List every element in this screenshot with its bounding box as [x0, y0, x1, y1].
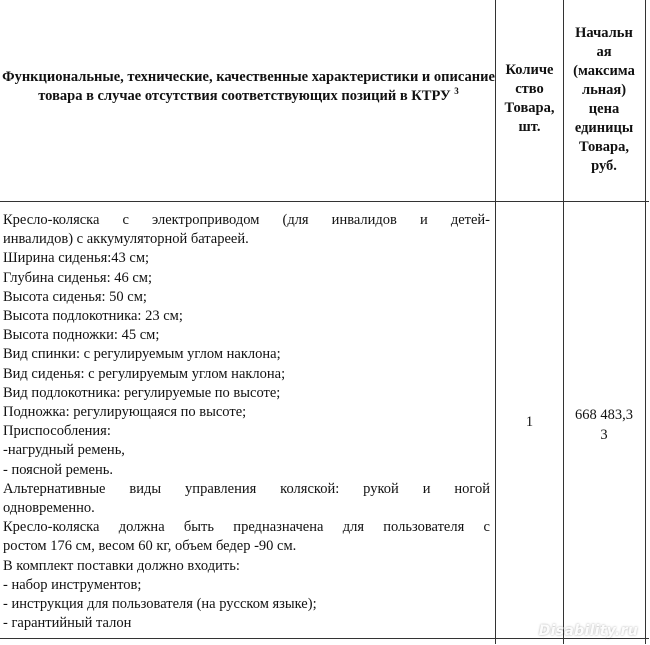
- description-line: Высота сиденья: 50 см;: [3, 288, 147, 305]
- description-line: Подножка: регулирующаяся по высоте;: [3, 404, 247, 421]
- description-line: Ширина сиденья:43 см;: [3, 250, 150, 267]
- header-price-line: Товара,: [579, 139, 629, 155]
- description-line: Глубина сиденья: 46 см;: [3, 269, 153, 286]
- description-line: Кресло-коляска должна быть предназначена для пользователя с: [3, 519, 490, 536]
- description-line: Кресло-коляска с электроприводом (для инвалидов и детей-: [3, 212, 490, 228]
- description-line: Высота подножки: 45 см;: [3, 327, 160, 344]
- price-line: 668 483,3: [575, 407, 633, 423]
- header-price-line: руб.: [591, 158, 617, 174]
- description-line: Вид спинки: с регулируемым углом наклона;: [3, 346, 281, 363]
- description-line: одновременно.: [3, 500, 95, 517]
- description-line: ростом 176 см, весом 60 кг, объем бедер -90 см.: [3, 538, 297, 555]
- header-price-line: единицы: [574, 120, 634, 136]
- description-line: -нагрудный ремень,: [3, 442, 125, 459]
- description-line: - набор инструментов;: [3, 576, 142, 593]
- header-price-line: Начальн: [575, 25, 633, 41]
- description-line: Вид сиденья: с регулируемым углом наклона;: [3, 365, 286, 382]
- description-line: Высота подлокотника: 23 см;: [3, 308, 183, 325]
- description-line: - поясной ремень.: [3, 461, 113, 478]
- description-line: Вид подлокотника: регулируемые по высоте;: [3, 384, 281, 401]
- header-price-line: ая: [596, 44, 612, 60]
- item-quantity: 1: [525, 414, 534, 430]
- table-border-right: [645, 0, 646, 644]
- watermark-logo: Disability.ru: [538, 623, 638, 639]
- header-description: [2, 68, 495, 106]
- header-footnote: 3: [454, 86, 459, 97]
- header-price-line: льная): [581, 82, 627, 98]
- description-line: В комплект поставки должно входить:: [3, 557, 240, 574]
- price-line: 3: [600, 427, 608, 443]
- header-quantity-line: Товара,: [504, 100, 555, 116]
- header-quantity-line: Количе: [505, 62, 554, 78]
- description-line: Альтернативные виды управления коляской: рукой и ногой: [3, 480, 490, 497]
- header-price-line: (максима: [573, 63, 635, 79]
- description-line: Приспособления:: [3, 423, 111, 440]
- header-quantity: [496, 61, 563, 137]
- header-row-divider: [0, 201, 649, 202]
- header-description-text: Функциональные, технические, качественные характеристики и описание товара в случае отсутствия соответствующих позиций в КТРУ: [2, 69, 495, 104]
- header-quantity-line: ство: [515, 81, 544, 97]
- item-description: [3, 211, 490, 633]
- item-price: [565, 405, 643, 445]
- description-line: - гарантийный талон: [3, 615, 132, 632]
- description-line: инвалидов) с аккумуляторной батареей.: [3, 231, 249, 248]
- header-price-line: цена: [588, 101, 620, 117]
- header-quantity-line: шт.: [518, 119, 541, 135]
- header-price: [564, 24, 644, 176]
- description-line: - инструкция для пользователя (на русском языке);: [3, 596, 317, 613]
